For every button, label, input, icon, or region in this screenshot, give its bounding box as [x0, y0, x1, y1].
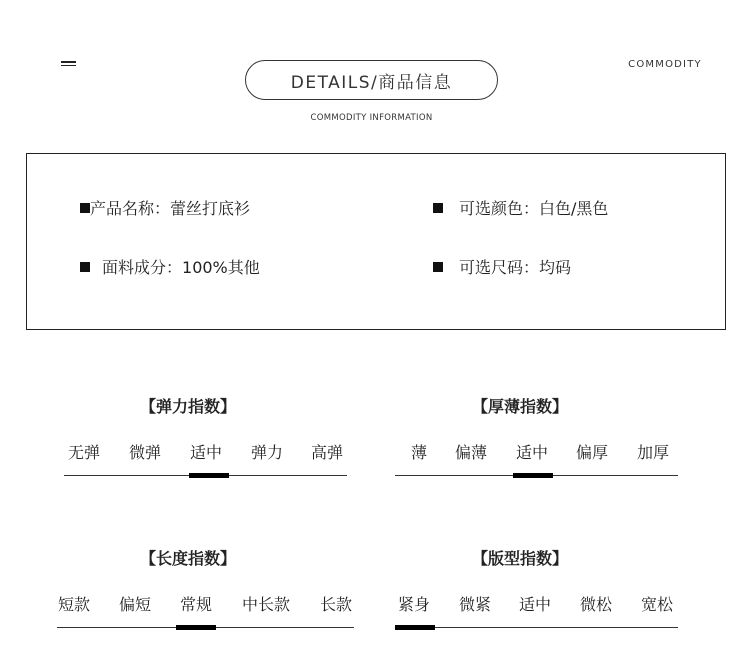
index-option: 加厚: [636, 443, 670, 462]
info-item-colors: [433, 196, 608, 219]
index-option: 偏薄: [454, 443, 488, 462]
square-bullet-icon: [80, 262, 90, 272]
index-option: 长款: [319, 595, 353, 614]
info-label: 面料成分：: [102, 258, 183, 277]
index-title: 【版型指数】: [472, 549, 569, 568]
square-bullet-icon: [80, 203, 90, 213]
index-option: 微弹: [128, 443, 162, 462]
square-bullet-icon: [433, 203, 443, 213]
index-option: 短款: [57, 595, 91, 614]
info-label: 可选尺码：: [459, 258, 540, 277]
info-label: 产品名称：: [90, 199, 171, 218]
index-option: 无弹: [67, 443, 101, 462]
index-selected-marker: [513, 473, 553, 478]
index-track: [395, 627, 678, 628]
index-option: 中长款: [241, 595, 291, 614]
index-option: 适中: [515, 443, 549, 462]
index-option: 微松: [579, 595, 613, 614]
corner-label: COMMODITY: [628, 59, 702, 70]
square-bullet-icon: [433, 262, 443, 272]
info-value: 均码: [539, 258, 572, 277]
info-value: 白色/黑色: [539, 199, 609, 218]
info-value: 100%其他: [182, 258, 260, 277]
page-title: DETAILS/商品信息: [245, 60, 498, 100]
index-option: 弹力: [250, 443, 284, 462]
index-option: 宽松: [640, 595, 674, 614]
index-selected-marker: [176, 625, 216, 630]
info-item-product-name: [80, 196, 250, 219]
index-option: 薄: [410, 443, 428, 462]
index-option: 偏短: [118, 595, 152, 614]
index-selected-marker: [395, 625, 435, 630]
index-option: 微紧: [458, 595, 492, 614]
index-title: 【厚薄指数】: [472, 397, 569, 416]
menu-icon[interactable]: [61, 61, 76, 68]
info-item-sizes: [433, 255, 571, 278]
index-option: 偏厚: [575, 443, 609, 462]
page-subtitle: COMMODITY INFORMATION: [310, 113, 433, 123]
index-selected-marker: [189, 473, 229, 478]
index-title: 【长度指数】: [140, 549, 237, 568]
info-label: 可选颜色：: [459, 199, 540, 218]
index-option: 适中: [189, 443, 223, 462]
info-value: 蕾丝打底衫: [170, 199, 251, 218]
index-option: 常规: [179, 595, 213, 614]
info-item-material: [80, 255, 260, 278]
index-option: 高弹: [310, 443, 344, 462]
product-info-box: [26, 153, 726, 330]
index-title: 【弹力指数】: [140, 397, 237, 416]
index-option: 适中: [518, 595, 552, 614]
index-option: 紧身: [397, 595, 431, 614]
